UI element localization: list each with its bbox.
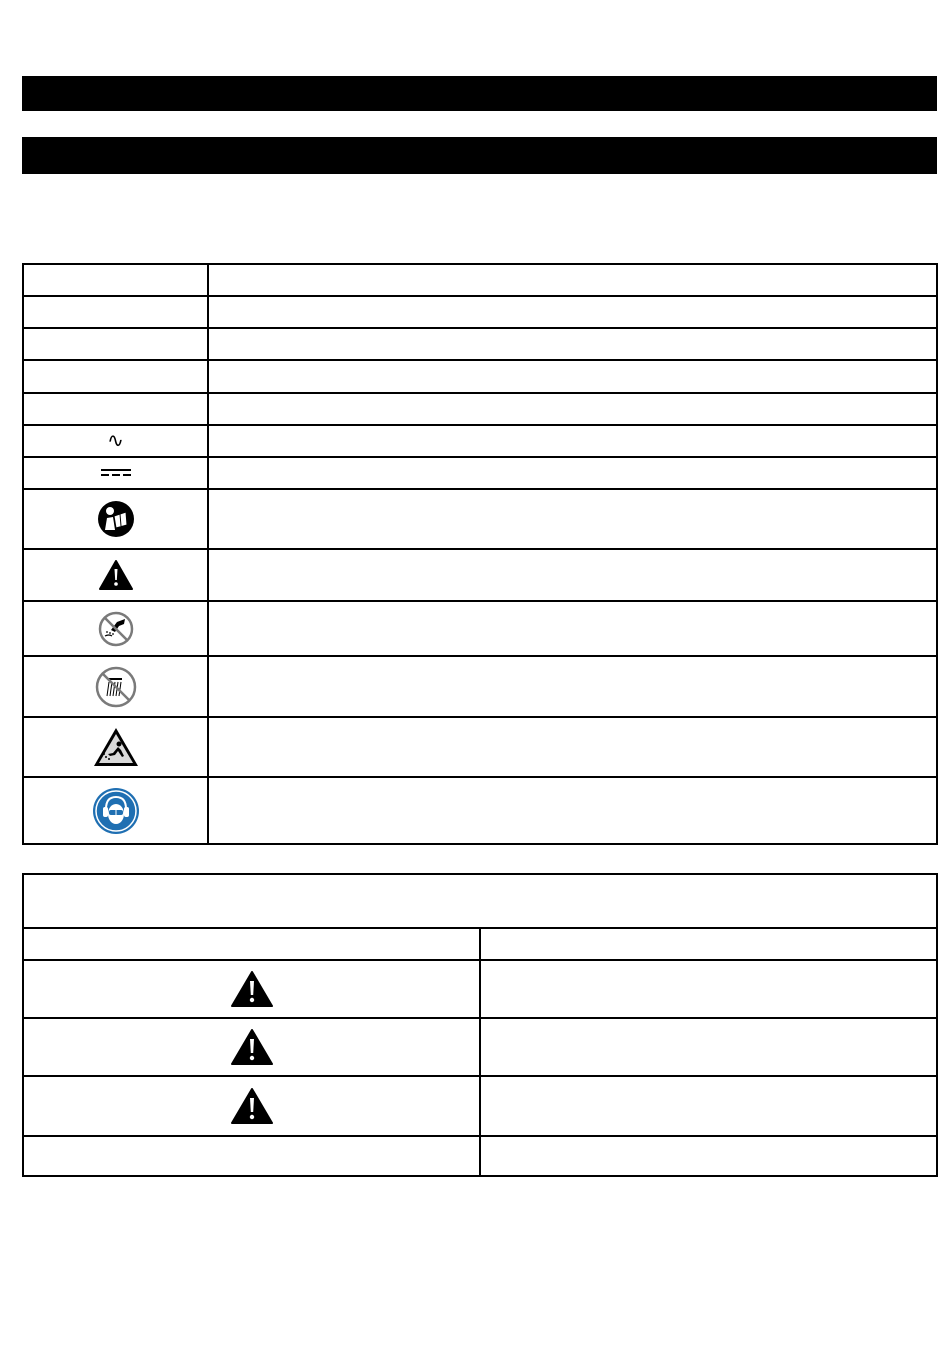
warning-triangle-icon bbox=[230, 1028, 274, 1066]
meaning-cell bbox=[208, 549, 937, 601]
meaning-cell bbox=[480, 1018, 937, 1076]
meaning-cell bbox=[480, 928, 937, 960]
symbol-cell bbox=[23, 960, 480, 1018]
table-row bbox=[23, 296, 937, 328]
meaning-cell bbox=[208, 328, 937, 360]
subsection-header-text bbox=[22, 144, 32, 164]
symbol-cell bbox=[23, 549, 208, 601]
no-water-spray-icon bbox=[97, 610, 135, 648]
symbol-cell bbox=[23, 1136, 480, 1176]
symbol-cell bbox=[23, 360, 208, 393]
section-header-text bbox=[22, 83, 32, 103]
symbol-cell bbox=[23, 1076, 480, 1136]
table-row bbox=[23, 777, 937, 844]
table-row bbox=[23, 457, 937, 489]
table-row bbox=[23, 1076, 937, 1136]
no-rain-icon bbox=[94, 665, 138, 709]
table-row bbox=[23, 328, 937, 360]
symbol-cell bbox=[23, 393, 208, 425]
warning-triangle-icon bbox=[230, 1087, 274, 1125]
meaning-cell bbox=[208, 656, 937, 717]
meaning-cell bbox=[208, 489, 937, 549]
symbol-cell bbox=[23, 777, 208, 844]
table-row bbox=[23, 601, 937, 656]
meaning-cell bbox=[208, 717, 937, 777]
symbols-table bbox=[22, 263, 938, 845]
table-row bbox=[23, 717, 937, 777]
symbol-cell bbox=[23, 264, 208, 296]
direct-current-icon bbox=[101, 469, 131, 476]
meaning-cell bbox=[208, 457, 937, 489]
symbol-cell bbox=[23, 457, 208, 489]
meaning-cell bbox=[208, 601, 937, 656]
table-row bbox=[23, 928, 937, 960]
table-row bbox=[23, 393, 937, 425]
section-header-bar bbox=[22, 76, 937, 111]
table-row bbox=[23, 489, 937, 549]
subsection-header-bar bbox=[22, 137, 937, 174]
symbol-cell bbox=[23, 717, 208, 777]
symbol-cell bbox=[23, 328, 208, 360]
meaning-cell bbox=[208, 425, 937, 457]
symbol-cell bbox=[23, 296, 208, 328]
meaning-cell bbox=[208, 264, 937, 296]
flying-debris-warning-icon bbox=[92, 726, 140, 768]
read-manual-icon bbox=[97, 500, 135, 538]
symbol-cell bbox=[23, 425, 208, 457]
wear-eye-ear-protection-icon bbox=[92, 787, 140, 835]
symbol-cell bbox=[23, 489, 208, 549]
table-row bbox=[23, 425, 937, 457]
symbol-cell bbox=[23, 656, 208, 717]
symbol-cell bbox=[23, 928, 480, 960]
meaning-cell bbox=[480, 1076, 937, 1136]
warning-triangle-icon bbox=[98, 559, 134, 591]
table-row bbox=[23, 960, 937, 1018]
symbol-cell bbox=[23, 601, 208, 656]
meaning-cell bbox=[208, 360, 937, 393]
meaning-cell bbox=[480, 960, 937, 1018]
table-caption bbox=[23, 874, 937, 928]
table-caption-row bbox=[23, 874, 937, 928]
table-row bbox=[23, 1136, 937, 1176]
alternating-current-icon: ∿ bbox=[107, 428, 124, 452]
symbol-cell bbox=[23, 1018, 480, 1076]
table-row bbox=[23, 360, 937, 393]
meaning-cell bbox=[208, 296, 937, 328]
table-row bbox=[23, 549, 937, 601]
signal-words-table bbox=[22, 873, 938, 1177]
meaning-cell bbox=[480, 1136, 937, 1176]
warning-triangle-icon bbox=[230, 970, 274, 1008]
meaning-cell bbox=[208, 393, 937, 425]
table-row bbox=[23, 656, 937, 717]
meaning-cell bbox=[208, 777, 937, 844]
table-row bbox=[23, 1018, 937, 1076]
table-row bbox=[23, 264, 937, 296]
